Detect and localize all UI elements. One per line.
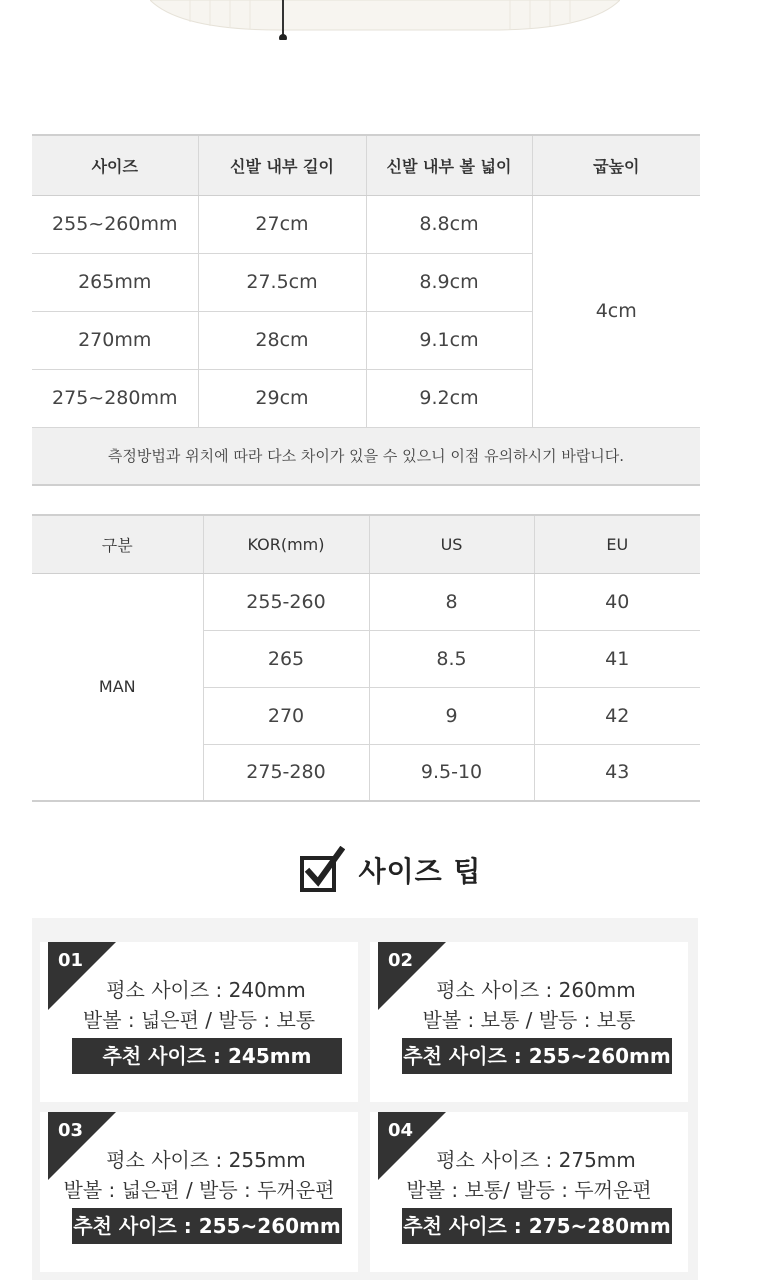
usual-size-text: 평소 사이즈 : 275mm (436, 1148, 636, 1172)
tip-card (40, 942, 358, 1102)
size-measurement-table (32, 134, 700, 486)
usual-size-text: 평소 사이즈 : 260mm (436, 978, 636, 1002)
us-cell: 9 (369, 687, 534, 744)
eu-cell: 40 (534, 573, 700, 630)
recommended-size-badge: 추천 사이즈 : 255~260mm (402, 1038, 672, 1074)
gender-group-cell: MAN (32, 573, 203, 801)
us-cell: 8.5 (369, 630, 534, 687)
width-cell: 8.8cm (366, 195, 532, 253)
size-cell: 265mm (32, 253, 198, 311)
width-cell: 9.2cm (366, 369, 532, 427)
size-table-header (32, 135, 700, 195)
eu-col-header: EU (534, 515, 700, 573)
eu-cell: 41 (534, 630, 700, 687)
foot-shape-text: 발볼 : 보통 / 발등 : 보통 (422, 1008, 636, 1032)
eu-cell: 43 (534, 744, 700, 801)
us-col-header: US (369, 515, 534, 573)
category-col-header: 구분 (32, 515, 203, 573)
us-cell: 8 (369, 573, 534, 630)
tip-card (370, 1112, 688, 1272)
foot-shape-text: 발볼 : 넓은편 / 발등 : 두꺼운편 (63, 1178, 335, 1202)
length-col-header: 신발 내부 길이 (198, 135, 366, 195)
width-col-header: 신발 내부 볼 넓이 (366, 135, 532, 195)
kor-cell: 275-280 (203, 744, 369, 801)
size-cell: 255~260mm (32, 195, 198, 253)
table-row (32, 573, 700, 630)
conversion-table-header (32, 515, 700, 573)
kor-col-header: KOR(mm) (203, 515, 369, 573)
heel-height-cell: 4cm (532, 195, 700, 427)
us-cell: 9.5-10 (369, 744, 534, 801)
product-image-remnant (150, 0, 620, 40)
tip-number: 03 (58, 1120, 84, 1141)
foot-shape-text: 발볼 : 보통/ 발등 : 두꺼운편 (406, 1178, 652, 1202)
recommended-size-badge: 추천 사이즈 : 275~280mm (402, 1208, 672, 1244)
tip-card (370, 942, 688, 1102)
note-row (32, 427, 700, 485)
measurement-note: 측정방법과 위치에 따라 다소 차이가 있을 수 있으니 이점 유의하시기 바랍니다. (32, 427, 700, 485)
eu-cell: 42 (534, 687, 700, 744)
kor-cell: 265 (203, 630, 369, 687)
width-cell: 8.9cm (366, 253, 532, 311)
tip-number: 04 (388, 1120, 414, 1141)
length-cell: 28cm (198, 311, 366, 369)
kor-cell: 255-260 (203, 573, 369, 630)
size-cell: 275~280mm (32, 369, 198, 427)
tip-card (40, 1112, 358, 1272)
length-cell: 27cm (198, 195, 366, 253)
table-row (32, 195, 700, 253)
size-conversion-table (32, 514, 700, 802)
foot-shape-text: 발볼 : 넓은편 / 발등 : 보통 (82, 1008, 316, 1032)
size-tips-heading (0, 840, 780, 900)
tip-number: 01 (58, 950, 84, 971)
width-cell: 9.1cm (366, 311, 532, 369)
recommended-size-badge: 추천 사이즈 : 255~260mm (72, 1208, 342, 1244)
usual-size-text: 평소 사이즈 : 255mm (106, 1148, 306, 1172)
size-tips-panel (32, 918, 698, 1280)
usual-size-text: 평소 사이즈 : 240mm (106, 978, 306, 1002)
heel-col-header: 굽높이 (532, 135, 700, 195)
tip-number: 02 (388, 950, 414, 971)
checkbox-check-icon (299, 846, 345, 894)
length-cell: 27.5cm (198, 253, 366, 311)
length-cell: 29cm (198, 369, 366, 427)
tips-title: 사이즈 팁 (358, 855, 482, 888)
size-cell: 270mm (32, 311, 198, 369)
size-col-header: 사이즈 (32, 135, 198, 195)
kor-cell: 270 (203, 687, 369, 744)
recommended-size-badge: 추천 사이즈 : 245mm (72, 1038, 342, 1074)
